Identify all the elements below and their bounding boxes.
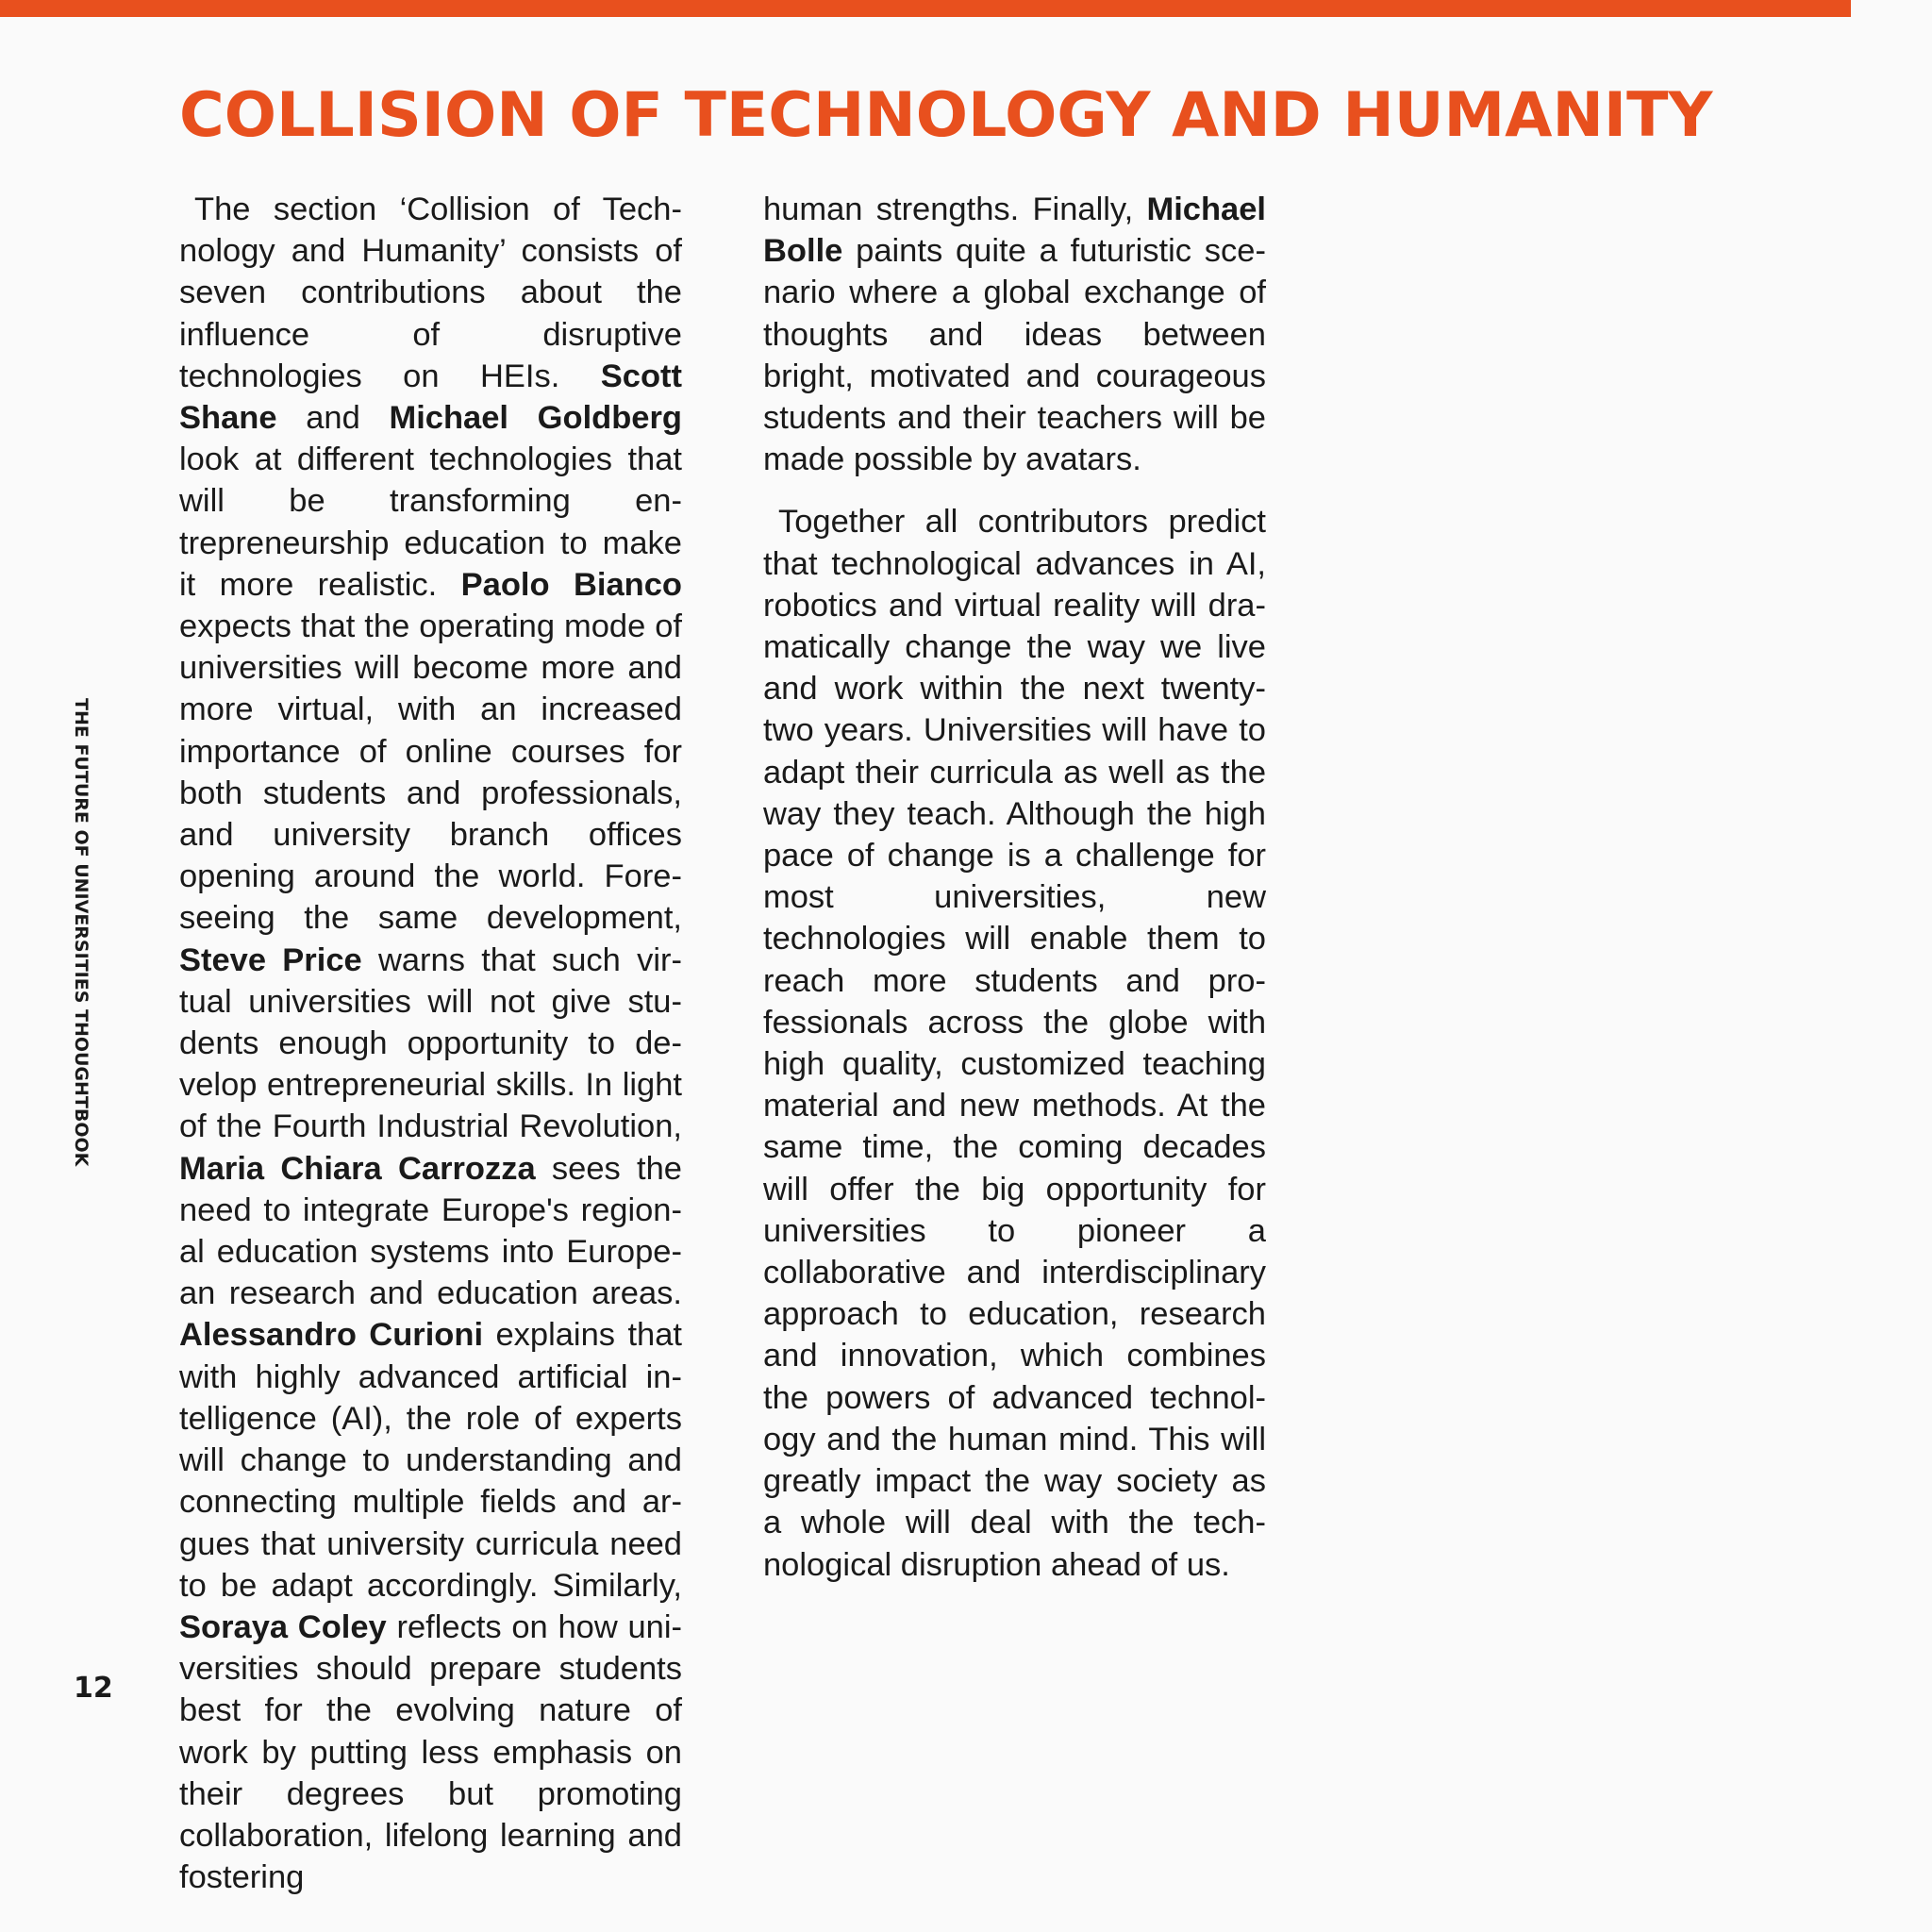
contributor-name: Michael Goldberg xyxy=(389,400,682,437)
top-accent-bar xyxy=(0,0,1851,17)
text-column-right xyxy=(763,189,1266,1586)
contributor-name: Steve Price xyxy=(179,941,362,978)
text-column-left xyxy=(179,189,682,1898)
contributor-name: Scott Shane xyxy=(179,358,682,437)
paragraph-intro: The section ‘Collision of Technology and Humanity’ consists of seven contributions about the influence of disruptive technologies on HEIs. Scott Shane and Michael Goldberg look at different technologies that will be transforming entrepreneurship education to make it more realistic. Paolo Bianco expects that the operating mode of universities will become more and more virtual, with an increased importance of online courses for both students and professionals, and university branch offices opening around the world. Foreseeing the same development, Steve Price warns that such virtual universities will not give students enough opportunity to develop entrepreneurial skills. In light of the Fourth Industrial Revolution, Maria Chiara Carrozza sees the need to integrate Europe's regional education systems into European research and education areas. Alessandro Curioni explains that with highly advanced artificial intelligence (AI), the role of experts will change to understanding and connecting multiple fields and argues that university curricula need to be adapt accordingly. Similarly, Soraya Coley reflects on how universities should prepare students best for the evolving nature of work by putting less emphasis on their degrees but promoting collaboration, lifelong learning and fostering xyxy=(179,192,683,1896)
paragraph-conclusion: Together all contributors predict that technological advances in AI, robotics and virtual reality will dramatically change the way we live and work within the next twenty-two years. Universities will have to adapt their curricula as well as the way they teach. Although the high pace of change is a challenge for most universities, new technologies will enable them to reach more students and professionals across the globe with high quality, customized teaching material and new methods. At the same time, the coming decades will offer the big opportunity for universities to pioneer a collaborative and interdisciplinary approach to education, research and innovation, which combines the powers of advanced technology and the human mind. This will greatly impact the way society as a whole will deal with the technological disruption ahead of us. xyxy=(763,504,1266,1583)
contributor-name: Alessandro Curioni xyxy=(179,1317,484,1354)
contributor-name: Paolo Bianco xyxy=(460,566,682,603)
contributor-name: Maria Chiara Carrozza xyxy=(179,1150,536,1187)
page-number: 12 xyxy=(74,1672,113,1705)
contributor-name: Soraya Coley xyxy=(179,1608,387,1645)
side-running-title: THE FUTURE OF UNIVERSITIES THOUGHTBOOK xyxy=(71,698,92,1167)
page-title: COLLISION OF TECHNOLOGY AND HUMANITY xyxy=(179,80,1713,151)
contributor-name: Michael Bolle xyxy=(763,192,1266,270)
paragraph-intro-continued: human strengths. Finally, Michael Bolle paints quite a futuristic scenario where a global exchange of thoughts and ideas between bright, motivated and courageous students and their teachers will be made possible by avatars. xyxy=(763,192,1266,478)
